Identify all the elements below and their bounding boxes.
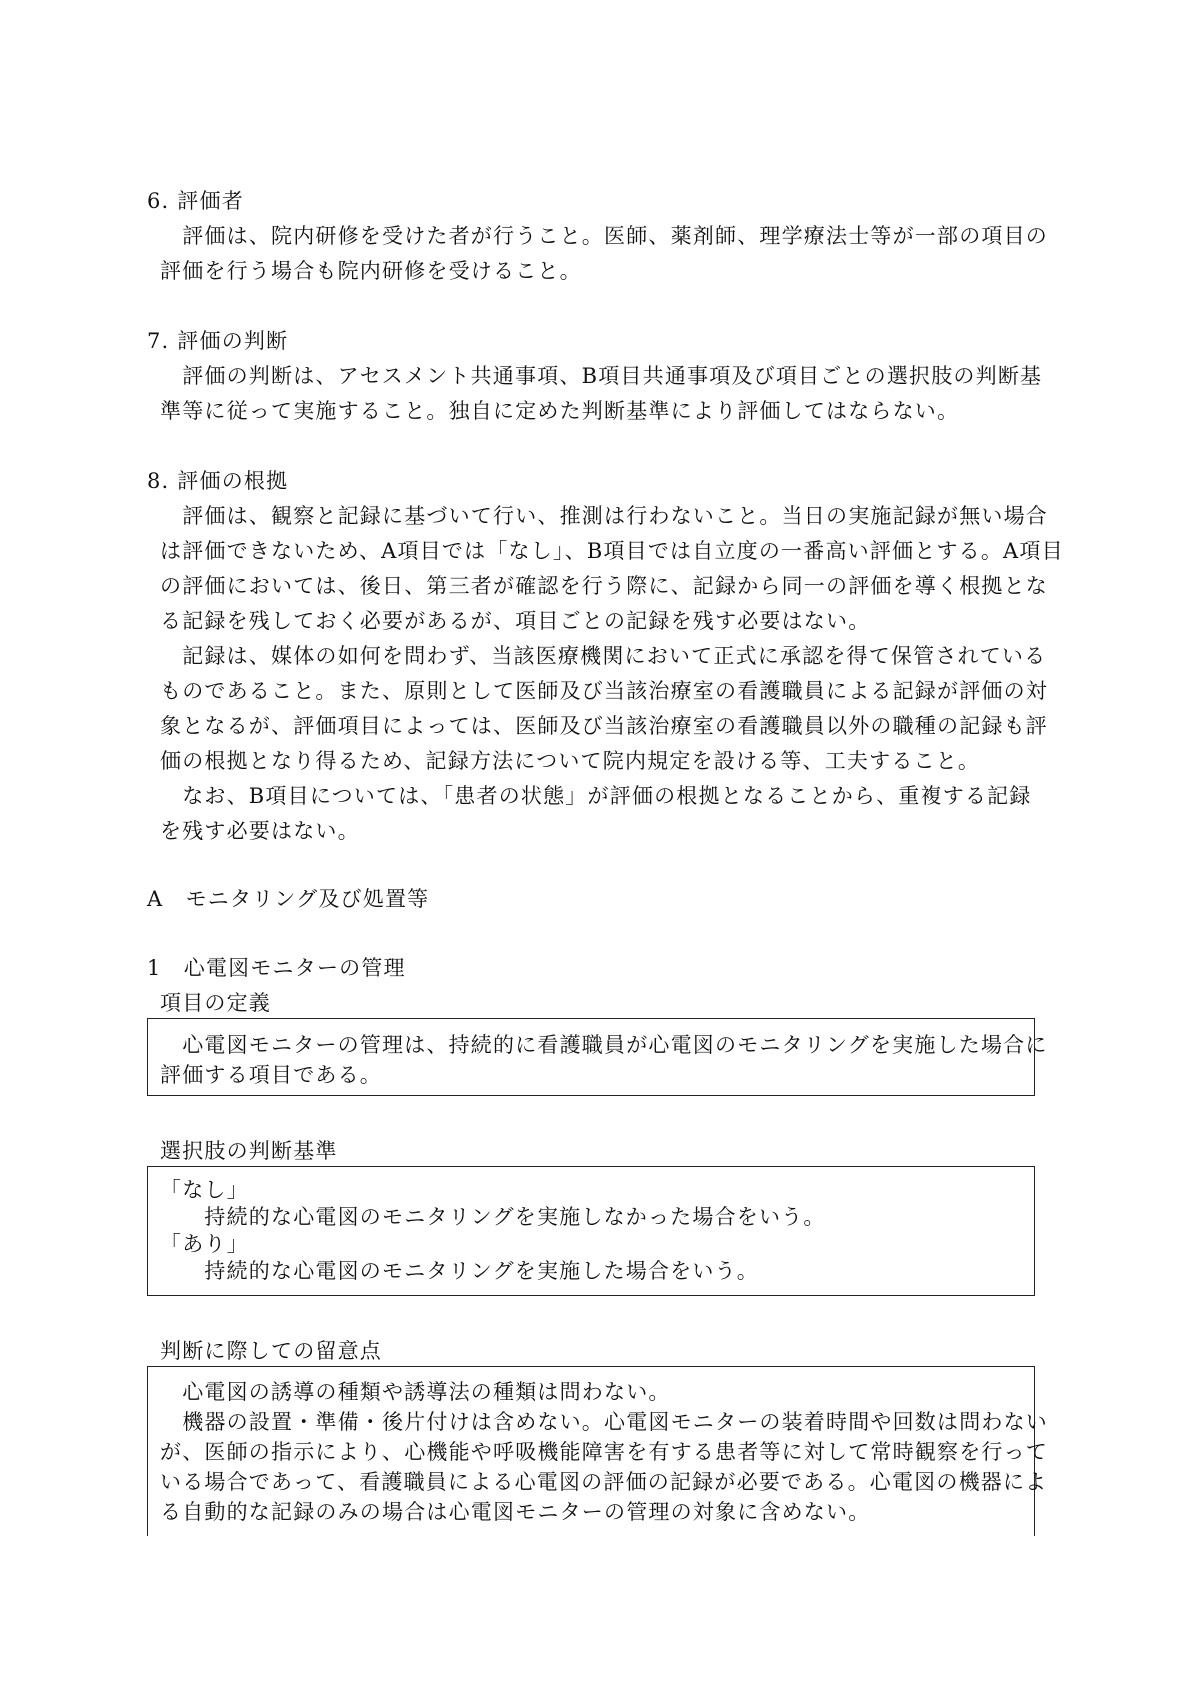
section-8-line-4: る記録を残しておく必要があるが、項目ごとの記録を残す必要はない。 xyxy=(160,609,871,633)
notes-label: 判断に際しての留意点 xyxy=(160,1339,382,1363)
section-8-line-6: ものであること。また、原則として医師及び当該治療室の看護職員による記録が評価の対 xyxy=(160,679,1048,703)
section-8-line-3: の評価においては、後日、第三者が確認を行う際に、記録から同一の評価を導く根拠とな xyxy=(160,574,1048,598)
item-1-heading: 1 心電図モニターの管理 xyxy=(147,956,406,980)
section-6-heading: 6. 評価者 xyxy=(147,189,244,213)
notes-line-5: る自動的な記録のみの場合は心電図モニターの管理の対象に含めない。 xyxy=(160,1500,871,1524)
section-8-line-10: を残す必要はない。 xyxy=(160,819,360,843)
notes-line-1: 心電図の誘導の種類や誘導法の種類は問わない。 xyxy=(160,1380,671,1404)
criteria-option-none: 「なし」 xyxy=(160,1178,249,1202)
criteria-option-none-desc: 持続的な心電図のモニタリングを実施しなかった場合をいう。 xyxy=(160,1205,826,1229)
definition-label: 項目の定義 xyxy=(160,991,271,1015)
notes-line-3: が、医師の指示により、心機能や呼吸機能障害を有する患者等に対して常時観察を行って xyxy=(160,1440,1048,1464)
section-8-heading: 8. 評価の根拠 xyxy=(147,469,289,493)
criteria-label: 選択肢の判断基準 xyxy=(160,1139,338,1163)
section-8-line-1: 評価は、観察と記録に基づいて行い、推測は行わないこと。当日の実施記録が無い場合 xyxy=(160,504,1048,528)
section-8-line-2: は評価できないため、A項目では「なし」、B項目では自立度の一番高い評価とする。A項目 xyxy=(160,539,1064,563)
notes-line-2: 機器の設置・準備・後片付けは含めない。心電図モニターの装着時間や回数は問わない xyxy=(160,1410,1048,1434)
section-6-line-1: 評価は、院内研修を受けた者が行うこと。医師、薬剤師、理学療法士等が一部の項目の xyxy=(160,224,1048,248)
section-7-line-1: 評価の判断は、アセスメント共通事項、B項目共通事項及び項目ごとの選択肢の判断基 xyxy=(160,364,1043,388)
notes-box xyxy=(147,1366,1048,1536)
section-8-line-5: 記録は、媒体の如何を問わず、当該医療機関において正式に承認を得て保管されている xyxy=(160,644,1047,668)
criteria-option-yes: 「あり」 xyxy=(160,1232,249,1256)
section-7-heading: 7. 評価の判断 xyxy=(147,329,289,353)
section-8-line-8: 価の根拠となり得るため、記録方法について院内規定を設ける等、工夫すること。 xyxy=(160,749,981,773)
section-a-heading: A モニタリング及び処置等 xyxy=(147,887,430,911)
notes-line-4: いる場合であって、看護職員による心電図の評価の記録が必要である。心電図の機器によ xyxy=(160,1470,1048,1494)
section-8-line-9: なお、B項目については、「患者の状態」が評価の根拠となることから、重複する記録 xyxy=(160,784,1032,808)
section-8-line-7: 象となるが、評価項目によっては、医師及び当該治療室の看護職員以外の職種の記録も評 xyxy=(160,714,1048,738)
definition-line-1: 心電図モニターの管理は、持続的に看護職員が心電図のモニタリングを実施した場合に xyxy=(160,1033,1048,1057)
criteria-box xyxy=(147,1166,1035,1296)
section-6-line-2: 評価を行う場合も院内研修を受けること。 xyxy=(160,259,582,283)
definition-line-2: 評価する項目である。 xyxy=(160,1063,382,1087)
section-7-line-2: 準等に従って実施すること。独自に定めた判断基準により評価してはならない。 xyxy=(160,399,960,423)
criteria-option-yes-desc: 持続的な心電図のモニタリングを実施した場合をいう。 xyxy=(160,1259,759,1283)
definition-box xyxy=(147,1018,1048,1096)
